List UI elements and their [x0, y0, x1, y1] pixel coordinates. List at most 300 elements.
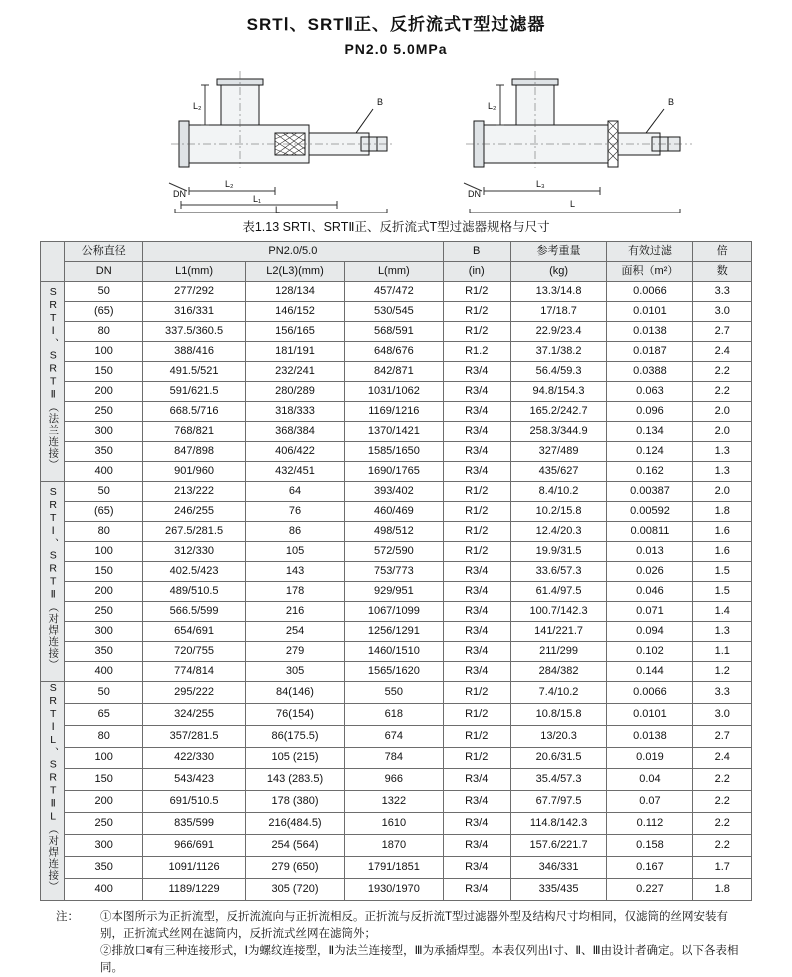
cell-l2: 216(484.5): [246, 813, 345, 835]
cell-dn: 250: [65, 402, 143, 422]
cell-kg: 20.6/31.5: [510, 747, 607, 769]
table-row: [41, 642, 752, 662]
cell-kg: 114.8/142.3: [510, 813, 607, 835]
cell-l1: 835/599: [143, 813, 246, 835]
cell-mult: 2.0: [693, 422, 752, 442]
cell-area: 0.046: [607, 582, 693, 602]
cell-mult: 2.2: [693, 362, 752, 382]
label-dn-left: DN: [173, 189, 186, 199]
cell-dn: 250: [65, 602, 143, 622]
table-row: [41, 362, 752, 382]
cell-l1: 901/960: [143, 462, 246, 482]
cell-area: 0.096: [607, 402, 693, 422]
cell-mult: 2.2: [693, 813, 752, 835]
cell-l1: 402.5/423: [143, 562, 246, 582]
spec-table: [40, 241, 752, 901]
cell-l1: 312/330: [143, 542, 246, 562]
table-row: [41, 462, 752, 482]
cell-kg: 435/627: [510, 462, 607, 482]
table-row: [41, 769, 752, 791]
cell-dn: 350: [65, 856, 143, 878]
cell-kg: 67.7/97.5: [510, 791, 607, 813]
cell-l: 618: [344, 703, 443, 725]
cell-l2: 86(175.5): [246, 725, 345, 747]
cell-b: R3/4: [443, 562, 510, 582]
cell-mult: 2.0: [693, 402, 752, 422]
table-caption: 表1.13 SRTⅠ、SRTⅡ正、反折流式T型过滤器规格与尺寸: [242, 220, 550, 234]
page-subtitle: PN2.0 5.0MPa: [344, 41, 448, 57]
label-b-left: B: [377, 97, 384, 107]
cell-area: 0.167: [607, 856, 693, 878]
cell-mult: 2.2: [693, 382, 752, 402]
cell-dn: 400: [65, 878, 143, 900]
cell-area: 0.162: [607, 462, 693, 482]
cell-l: 842/871: [344, 362, 443, 382]
cell-mult: 1.3: [693, 622, 752, 642]
notes-block: [40, 909, 752, 977]
cell-l: 1690/1765: [344, 462, 443, 482]
header-l2: L2(L3)(mm): [246, 262, 345, 282]
label-l1-left: L₁: [253, 194, 262, 204]
cell-b: R3/4: [443, 442, 510, 462]
notes-label: 注：: [56, 910, 79, 923]
cell-kg: 13.3/14.8: [510, 282, 607, 302]
cell-mult: 1.6: [693, 522, 752, 542]
cell-dn: 50: [65, 482, 143, 502]
cell-kg: 141/221.7: [510, 622, 607, 642]
cell-dn: 150: [65, 562, 143, 582]
figure-forward-flow-drawing: [125, 63, 405, 213]
cell-area: 0.0101: [607, 703, 693, 725]
cell-l: 1169/1216: [344, 402, 443, 422]
cell-l1: 213/222: [143, 482, 246, 502]
cell-b: R3/4: [443, 813, 510, 835]
label-l-right: L: [570, 199, 576, 209]
cell-l: 966: [344, 769, 443, 791]
cell-mult: 2.4: [693, 747, 752, 769]
table-row: [41, 422, 752, 442]
cell-l1: 324/255: [143, 703, 246, 725]
cell-l2: 305: [246, 662, 345, 682]
header-mult: 倍: [693, 242, 752, 262]
cell-dn: 300: [65, 622, 143, 642]
cell-dn: (65): [65, 502, 143, 522]
cell-l: 1067/1099: [344, 602, 443, 622]
table-row: [41, 382, 752, 402]
cell-area: 0.112: [607, 813, 693, 835]
cell-area: 0.026: [607, 562, 693, 582]
cell-l1: 966/691: [143, 834, 246, 856]
figure-row: [40, 63, 752, 213]
cell-b: R1/2: [443, 703, 510, 725]
cell-l: 1256/1291: [344, 622, 443, 642]
table-header-row-2: [41, 262, 752, 282]
header-b: B: [443, 242, 510, 262]
cell-kg: 35.4/57.3: [510, 769, 607, 791]
table-row: [41, 725, 752, 747]
cell-b: R1/2: [443, 542, 510, 562]
cell-area: 0.019: [607, 747, 693, 769]
cell-area: 0.102: [607, 642, 693, 662]
cell-kg: 327/489: [510, 442, 607, 462]
cell-b: R3/4: [443, 834, 510, 856]
cell-b: R3/4: [443, 462, 510, 482]
cell-mult: 1.6: [693, 542, 752, 562]
cell-l: 1610: [344, 813, 443, 835]
header-b-sub: (in): [443, 262, 510, 282]
cell-l2: 406/422: [246, 442, 345, 462]
cell-l1: 388/416: [143, 342, 246, 362]
cell-kg: 94.8/154.3: [510, 382, 607, 402]
cell-l1: 591/621.5: [143, 382, 246, 402]
cell-b: R3/4: [443, 422, 510, 442]
table-row: [41, 582, 752, 602]
cell-dn: 350: [65, 442, 143, 462]
header-pn-group: PN2.0/5.0: [143, 242, 444, 262]
header-weight: 参考重量: [510, 242, 607, 262]
cell-b: R3/4: [443, 602, 510, 622]
cell-mult: 1.8: [693, 878, 752, 900]
cell-l2: 143: [246, 562, 345, 582]
cell-l: 674: [344, 725, 443, 747]
cell-kg: 335/435: [510, 878, 607, 900]
cell-l: 648/676: [344, 342, 443, 362]
table-row: [41, 602, 752, 622]
cell-l1: 668.5/716: [143, 402, 246, 422]
cell-l: 1585/1650: [344, 442, 443, 462]
cell-kg: 61.4/97.5: [510, 582, 607, 602]
figure-reverse-flow: [440, 63, 720, 218]
label-l2-left: L₂: [225, 179, 234, 189]
cell-b: R1/2: [443, 302, 510, 322]
table-row: [41, 747, 752, 769]
cell-l: 1031/1062: [344, 382, 443, 402]
header-weight-sub: (kg): [510, 262, 607, 282]
cell-area: 0.158: [607, 834, 693, 856]
cell-l1: 422/330: [143, 747, 246, 769]
note-item-2: ②排放口ब有三种连接形式，Ⅰ为螺纹连接型，Ⅱ为法兰连接型，Ⅲ为承插焊型。本表仅列出Ⅰ寸、Ⅱ、Ⅲ由设计者确定。以下各表相同。: [100, 944, 739, 974]
cell-area: 0.00811: [607, 522, 693, 542]
cell-l: 1322: [344, 791, 443, 813]
cell-l: 550: [344, 682, 443, 704]
cell-l2: 254 (564): [246, 834, 345, 856]
cell-l2: 146/152: [246, 302, 345, 322]
cell-mult: 2.2: [693, 834, 752, 856]
cell-area: 0.00592: [607, 502, 693, 522]
cell-area: 0.0066: [607, 282, 693, 302]
cell-dn: 400: [65, 462, 143, 482]
cell-mult: 1.1: [693, 642, 752, 662]
cell-b: R1/2: [443, 282, 510, 302]
cell-kg: 157.6/221.7: [510, 834, 607, 856]
table-row: [41, 834, 752, 856]
table-row: [41, 542, 752, 562]
table-row: [41, 622, 752, 642]
cell-b: R3/4: [443, 642, 510, 662]
cell-mult: 1.7: [693, 856, 752, 878]
header-group-col: [41, 242, 65, 282]
cell-l1: 489/510.5: [143, 582, 246, 602]
cell-dn: 65: [65, 703, 143, 725]
label-b-right: B: [668, 97, 675, 107]
cell-b: R1/2: [443, 522, 510, 542]
cell-l: 784: [344, 747, 443, 769]
cell-l: 1870: [344, 834, 443, 856]
cell-l1: 491.5/521: [143, 362, 246, 382]
cell-l1: 543/423: [143, 769, 246, 791]
cell-b: R3/4: [443, 402, 510, 422]
label-l-left: L: [275, 205, 281, 213]
cell-l2: 305 (720): [246, 878, 345, 900]
cell-l2: 156/165: [246, 322, 345, 342]
cell-l2: 181/191: [246, 342, 345, 362]
cell-kg: 7.4/10.2: [510, 682, 607, 704]
cell-area: 0.063: [607, 382, 693, 402]
cell-l2: 178: [246, 582, 345, 602]
cell-area: 0.0138: [607, 322, 693, 342]
cell-b: R3/4: [443, 582, 510, 602]
note-item-1: ①本图所示为正折流型，反折流流向与正折流相反。正折流与反折流T型过滤器外型及结构尺寸均相同，仅滤筒的丝网安装有别，正折流式丝网在滤筒内，反折流式丝网在滤筒外；: [100, 910, 729, 940]
cell-dn: 300: [65, 422, 143, 442]
cell-l: 753/773: [344, 562, 443, 582]
cell-l: 393/402: [344, 482, 443, 502]
cell-dn: 50: [65, 682, 143, 704]
cell-l2: 232/241: [246, 362, 345, 382]
cell-area: 0.124: [607, 442, 693, 462]
cell-mult: 2.7: [693, 725, 752, 747]
cell-l: 498/512: [344, 522, 443, 542]
cell-kg: 284/382: [510, 662, 607, 682]
table-row: [41, 342, 752, 362]
cell-l2: 105: [246, 542, 345, 562]
cell-l1: 357/281.5: [143, 725, 246, 747]
cell-dn: 50: [65, 282, 143, 302]
table-row: [41, 662, 752, 682]
cell-area: 0.07: [607, 791, 693, 813]
cell-area: 0.0388: [607, 362, 693, 382]
row-group-label: [41, 282, 65, 482]
cell-l: 572/590: [344, 542, 443, 562]
cell-l: 1370/1421: [344, 422, 443, 442]
figure-forward-flow: [125, 63, 405, 218]
cell-kg: 211/299: [510, 642, 607, 662]
cell-b: R3/4: [443, 769, 510, 791]
table-row: [41, 878, 752, 900]
table-row: [41, 562, 752, 582]
cell-b: R1/2: [443, 747, 510, 769]
row-group-label: [41, 482, 65, 682]
document-page: [0, 10, 792, 974]
cell-mult: 2.2: [693, 791, 752, 813]
cell-kg: 258.3/344.9: [510, 422, 607, 442]
spec-table-body: [41, 282, 752, 901]
cell-mult: 3.3: [693, 282, 752, 302]
header-dn-sub: DN: [65, 262, 143, 282]
label-dn-right: DN: [468, 189, 481, 199]
cell-kg: 37.1/38.2: [510, 342, 607, 362]
cell-dn: 200: [65, 382, 143, 402]
cell-b: R1/2: [443, 682, 510, 704]
cell-kg: 56.4/59.3: [510, 362, 607, 382]
table-row: [41, 282, 752, 302]
header-area-sub: 面积（m²）: [607, 262, 693, 282]
cell-l: 457/472: [344, 282, 443, 302]
cell-l1: 267.5/281.5: [143, 522, 246, 542]
cell-l1: 691/510.5: [143, 791, 246, 813]
cell-area: 0.0101: [607, 302, 693, 322]
cell-area: 0.071: [607, 602, 693, 622]
cell-dn: 150: [65, 769, 143, 791]
cell-l: 568/591: [344, 322, 443, 342]
row-group-label: [41, 682, 65, 901]
table-row: [41, 791, 752, 813]
cell-b: R3/4: [443, 878, 510, 900]
cell-l1: 295/222: [143, 682, 246, 704]
cell-l2: 254: [246, 622, 345, 642]
table-row: [41, 402, 752, 422]
cell-mult: 2.0: [693, 482, 752, 502]
cell-dn: 100: [65, 542, 143, 562]
cell-l2: 105 (215): [246, 747, 345, 769]
header-dn: 公称直径: [65, 242, 143, 262]
cell-mult: 2.7: [693, 322, 752, 342]
cell-l2: 84(146): [246, 682, 345, 704]
header-area: 有效过滤: [607, 242, 693, 262]
cell-l: 1791/1851: [344, 856, 443, 878]
cell-l1: 720/755: [143, 642, 246, 662]
cell-l: 1460/1510: [344, 642, 443, 662]
cell-b: R3/4: [443, 662, 510, 682]
cell-b: R1.2: [443, 342, 510, 362]
header-l1: L1(mm): [143, 262, 246, 282]
cell-mult: 1.4: [693, 602, 752, 622]
cell-l1: 1091/1126: [143, 856, 246, 878]
header-l: L(mm): [344, 262, 443, 282]
cell-kg: 22.9/23.4: [510, 322, 607, 342]
label-l2-vertical-left: L₂: [193, 101, 202, 111]
cell-mult: 3.0: [693, 703, 752, 725]
cell-l1: 277/292: [143, 282, 246, 302]
cell-b: R1/2: [443, 322, 510, 342]
cell-dn: 100: [65, 342, 143, 362]
cell-kg: 10.2/15.8: [510, 502, 607, 522]
cell-b: R3/4: [443, 856, 510, 878]
cell-kg: 10.8/15.8: [510, 703, 607, 725]
cell-b: R1/2: [443, 725, 510, 747]
cell-kg: 165.2/242.7: [510, 402, 607, 422]
cell-l2: 64: [246, 482, 345, 502]
cell-l2: 143 (283.5): [246, 769, 345, 791]
cell-dn: 400: [65, 662, 143, 682]
cell-b: R3/4: [443, 362, 510, 382]
row-group-label-text: SRTⅠ、SRTⅡ（法兰连接）: [47, 285, 60, 471]
cell-kg: 8.4/10.2: [510, 482, 607, 502]
cell-area: 0.094: [607, 622, 693, 642]
cell-l2: 279 (650): [246, 856, 345, 878]
cell-area: 0.013: [607, 542, 693, 562]
table-row: [41, 856, 752, 878]
notes-body: [100, 909, 742, 977]
cell-b: R3/4: [443, 622, 510, 642]
cell-l: 1565/1620: [344, 662, 443, 682]
cell-l2: 128/134: [246, 282, 345, 302]
cell-l2: 432/451: [246, 462, 345, 482]
cell-area: 0.04: [607, 769, 693, 791]
cell-l2: 178 (380): [246, 791, 345, 813]
cell-kg: 346/331: [510, 856, 607, 878]
cell-l1: 566.5/599: [143, 602, 246, 622]
cell-area: 0.00387: [607, 482, 693, 502]
table-row: [41, 442, 752, 462]
cell-kg: 17/18.7: [510, 302, 607, 322]
cell-mult: 2.2: [693, 769, 752, 791]
cell-b: R1/2: [443, 502, 510, 522]
cell-area: 0.0187: [607, 342, 693, 362]
cell-area: 0.144: [607, 662, 693, 682]
cell-mult: 1.5: [693, 582, 752, 602]
cell-l1: 1189/1229: [143, 878, 246, 900]
cell-b: R3/4: [443, 791, 510, 813]
cell-kg: 12.4/20.3: [510, 522, 607, 542]
cell-kg: 19.9/31.5: [510, 542, 607, 562]
cell-dn: 80: [65, 725, 143, 747]
cell-dn: 350: [65, 642, 143, 662]
cell-mult: 1.2: [693, 662, 752, 682]
table-header-row-1: [41, 242, 752, 262]
cell-dn: 200: [65, 791, 143, 813]
cell-dn: 100: [65, 747, 143, 769]
cell-dn: 80: [65, 522, 143, 542]
cell-l2: 280/289: [246, 382, 345, 402]
cell-l2: 368/384: [246, 422, 345, 442]
cell-kg: 100.7/142.3: [510, 602, 607, 622]
cell-dn: 300: [65, 834, 143, 856]
cell-dn: (65): [65, 302, 143, 322]
figure-reverse-flow-drawing: [440, 63, 720, 213]
cell-mult: 1.3: [693, 442, 752, 462]
cell-l2: 76(154): [246, 703, 345, 725]
cell-l1: 654/691: [143, 622, 246, 642]
cell-l1: 847/898: [143, 442, 246, 462]
cell-b: R1/2: [443, 482, 510, 502]
table-row: [41, 302, 752, 322]
cell-l2: 216: [246, 602, 345, 622]
cell-mult: 1.3: [693, 462, 752, 482]
page-title: SRTⅠ、SRTⅡ正、反折流式T型过滤器: [246, 15, 546, 34]
label-l2-vertical-right: L₂: [488, 101, 497, 111]
cell-area: 0.0138: [607, 725, 693, 747]
row-group-label-text: SRTⅠL、SRTⅡL（对焊连接）: [47, 682, 60, 893]
cell-l2: 76: [246, 502, 345, 522]
cell-l1: 774/814: [143, 662, 246, 682]
table-row: [41, 502, 752, 522]
cell-mult: 3.0: [693, 302, 752, 322]
cell-mult: 3.3: [693, 682, 752, 704]
row-group-label-text: SRTⅠ、SRTⅡ（对焊连接）: [47, 485, 60, 671]
cell-l2: 279: [246, 642, 345, 662]
cell-kg: 33.6/57.3: [510, 562, 607, 582]
cell-l: 929/951: [344, 582, 443, 602]
cell-mult: 1.5: [693, 562, 752, 582]
cell-l1: 246/255: [143, 502, 246, 522]
cell-l1: 337.5/360.5: [143, 322, 246, 342]
table-row: [41, 682, 752, 704]
cell-dn: 150: [65, 362, 143, 382]
cell-l2: 318/333: [246, 402, 345, 422]
cell-area: 0.134: [607, 422, 693, 442]
cell-mult: 2.4: [693, 342, 752, 362]
cell-dn: 80: [65, 322, 143, 342]
